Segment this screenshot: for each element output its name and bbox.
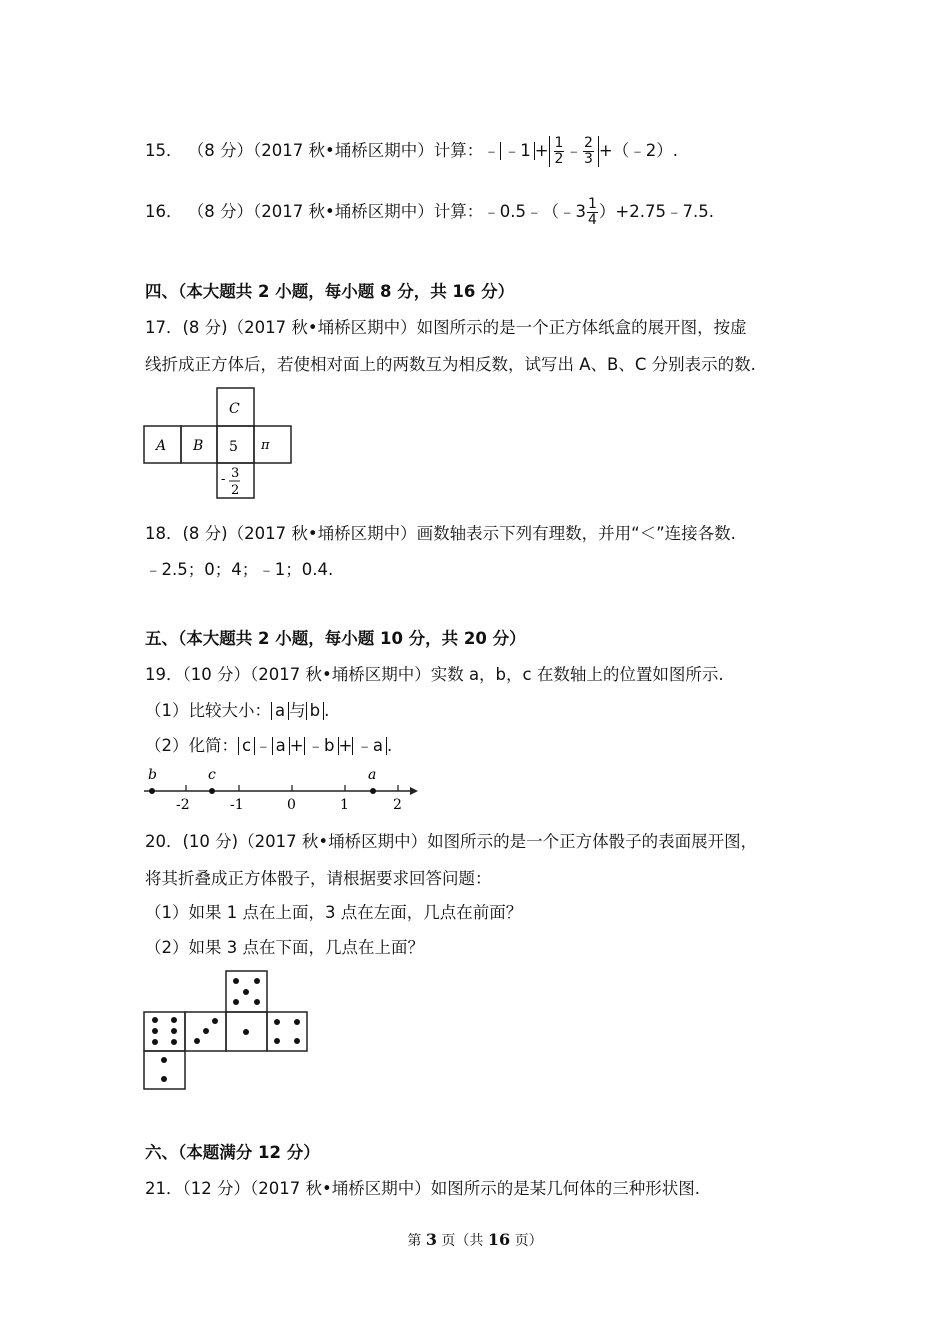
question-20-sub2: （2）如果 3 点在下面，几点在上面？ [145, 938, 424, 957]
question-20-line2: 将其折叠成正方体骰子，请根据要求回答问题： [145, 869, 492, 888]
section-5-title: 五、（本大题共 2 小题，每小题 10 分，共 20 分） [145, 629, 526, 648]
axis-label-b: b [148, 767, 157, 783]
net-neg-sign: - [221, 472, 226, 487]
dice-net-figure [140, 968, 315, 1093]
question-17-line1: 17．(8 分)（2017 秋•埇桥区期中）如图所示的是一个正方体纸盒的展开图，按虚 [145, 318, 747, 337]
section-4-title: 四、（本大题共 2 小题，每小题 8 分，共 16 分） [145, 282, 515, 301]
point-c [209, 788, 215, 794]
point-b [149, 788, 155, 794]
question-17-line2: 线折成正方体后，若使相对面上的两数互为相反数，试写出 A、B、C 分别表示的数. [145, 355, 756, 374]
net-label-pi: π [261, 438, 270, 453]
tick-label-neg1: -1 [230, 797, 244, 813]
tick-label-1: 1 [340, 797, 349, 813]
net-label-c: C [229, 401, 240, 417]
question-19-sub1: （1）比较大小： a 与 b . [145, 701, 330, 720]
section-6-title: 六、（本题满分 12 分） [145, 1143, 320, 1162]
question-19-line1: 19．（10 分）（2017 秋•埇桥区期中）实数 a，b，c 在数轴上的位置如图所示. [145, 665, 724, 684]
current-page: 3 [425, 1230, 437, 1249]
number-line-figure [140, 764, 430, 814]
question-16: 16． （8 分）（2017 秋•埇桥区期中）计算：﹣0.5﹣（﹣3 $\frac{1}{4}$ ）+2.75﹣7.5. [145, 196, 714, 228]
question-19-sub2: （2）化简： c ﹣ a + ﹣b + ﹣a . [145, 736, 393, 755]
net-frac-den: 2 [231, 483, 240, 498]
point-a [370, 788, 376, 794]
tick-label-2: 2 [393, 797, 402, 813]
question-20-line1: 20．(10 分)（2017 秋•埇桥区期中）如图所示的是一个正方体骰子的表面展开图， [145, 832, 758, 851]
net-frac-num: 3 [231, 466, 240, 481]
axis-label-a: a [368, 767, 377, 783]
tick-label-neg2: -2 [176, 797, 190, 813]
net-label-5: 5 [229, 439, 238, 455]
tick-label-0: 0 [287, 797, 296, 813]
question-18-line2: ﹣2.5；0；4；﹣1；0.4. [145, 560, 334, 579]
net-label-a: A [156, 438, 167, 454]
cube-net-figure [140, 385, 300, 505]
axis-label-c: c [208, 767, 216, 783]
question-21-line1: 21．（12 分）（2017 秋•埇桥区期中）如图所示的是某几何体的三种形状图. [145, 1179, 700, 1198]
question-20-sub1: （1）如果 1 点在上面，3 点在左面，几点在前面？ [145, 903, 523, 922]
net-label-b: B [193, 438, 204, 454]
page-footer: 第 3 页（共 16 页） [407, 1230, 543, 1249]
question-18-line1: 18．(8 分)（2017 秋•埇桥区期中）画数轴表示下列有理数，并用“＜”连接各数. [145, 524, 736, 543]
question-15: 15． （8 分）（2017 秋•埇桥区期中）计算：﹣ ﹣1 + $\frac{1}{2}$ ﹣ $\frac{2}{3}$ +（﹣2）. [145, 135, 678, 167]
total-pages: 16 [487, 1230, 511, 1249]
